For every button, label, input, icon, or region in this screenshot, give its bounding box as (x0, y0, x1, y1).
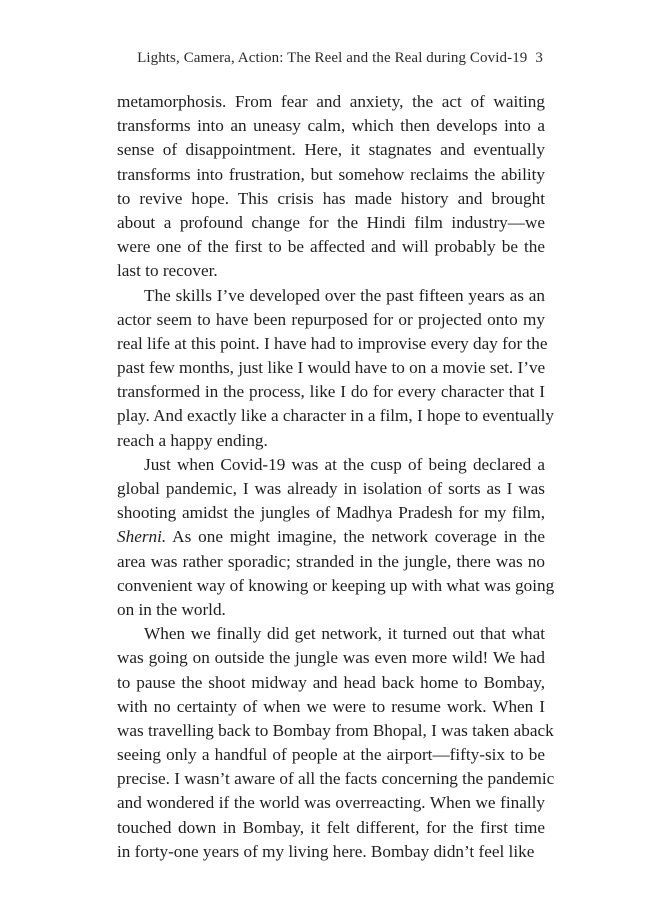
text-line: was travelling back to Bombay from Bhopal, I was taken aback (117, 720, 554, 740)
text-line: about a profound change for the Hindi film industry—we (117, 212, 545, 232)
text-line: area was rather sporadic; stranded in the jungle, there was no (117, 551, 545, 571)
text-line: play. And exactly like a character in a film, I hope to eventually (117, 406, 554, 426)
text-line: last to recover. (117, 261, 218, 281)
text-line: precise. I wasn’t aware of all the facts concerning the pandemic (117, 769, 555, 789)
text-line: to pause the shoot midway and head back home to Bombay, (117, 672, 545, 692)
body-text (117, 90, 555, 864)
text-line: reach a happy ending. (117, 430, 268, 450)
text-line (117, 525, 545, 549)
text-line: on in the world. (117, 599, 226, 619)
text-line: transformed in the process, like I do for every character that I (117, 382, 545, 402)
text-line: global pandemic, I was already in isolation of sorts as I was (117, 479, 545, 498)
paragraph (117, 90, 545, 284)
running-head-title: Lights, Camera, Action: The Reel and the Real during Covid-19 (137, 50, 528, 66)
text-line: touched down in Bombay, it felt different, for the first time (117, 817, 545, 837)
text-line: Just when Covid-19 was at the cusp of being declared a (144, 454, 545, 474)
text-line: convenient way of knowing or keeping up with what was going (117, 575, 555, 595)
text-line: real life at this point. I have had to improvise every day for the (117, 333, 548, 353)
text-line: were one of the first to be affected and will probably be the (117, 237, 545, 257)
film-title: Sherni. (117, 527, 167, 547)
text-line: was going on outside the jungle was even more wild! We had (117, 648, 545, 668)
paragraph (117, 622, 555, 864)
text-line: When we finally did get network, it turned out that what (144, 624, 545, 644)
text-line: transforms into frustration, but somehow reclaims the ability (117, 164, 545, 184)
text-line: with no certainty of when we were to resume work. When I (117, 696, 545, 716)
page-number: 3 (535, 50, 543, 66)
running-head (137, 50, 543, 67)
text-line: actor seem to have been repurposed for or projected onto my (117, 309, 545, 329)
text-line: shooting amidst the jungles of Madhya Pradesh for my film, (117, 503, 545, 523)
paragraph (117, 284, 554, 453)
text-line: in forty-one years of my living here. Bombay didn’t feel like (117, 841, 535, 861)
text-line: transforms into an uneasy calm, which then develops into a (117, 116, 545, 136)
text-line: The skills I’ve developed over the past fifteen years as an (144, 285, 545, 305)
text-line-rest: As one might imagine, the network coverage in the (166, 527, 545, 547)
text-line: past few months, just like I would have to on a movie set. I’ve (117, 358, 546, 378)
text-line: and wondered if the world was overreacting. When we finally (117, 793, 545, 813)
text-line: seeing only a handful of people at the airport—fifty-six to be (117, 745, 545, 765)
text-line: metamorphosis. From fear and anxiety, the act of waiting (117, 92, 545, 111)
text-line: to revive hope. This crisis has made history and brought (117, 188, 545, 208)
paragraph (117, 453, 555, 622)
text-line: sense of disappointment. Here, it stagnates and eventually (117, 140, 545, 160)
